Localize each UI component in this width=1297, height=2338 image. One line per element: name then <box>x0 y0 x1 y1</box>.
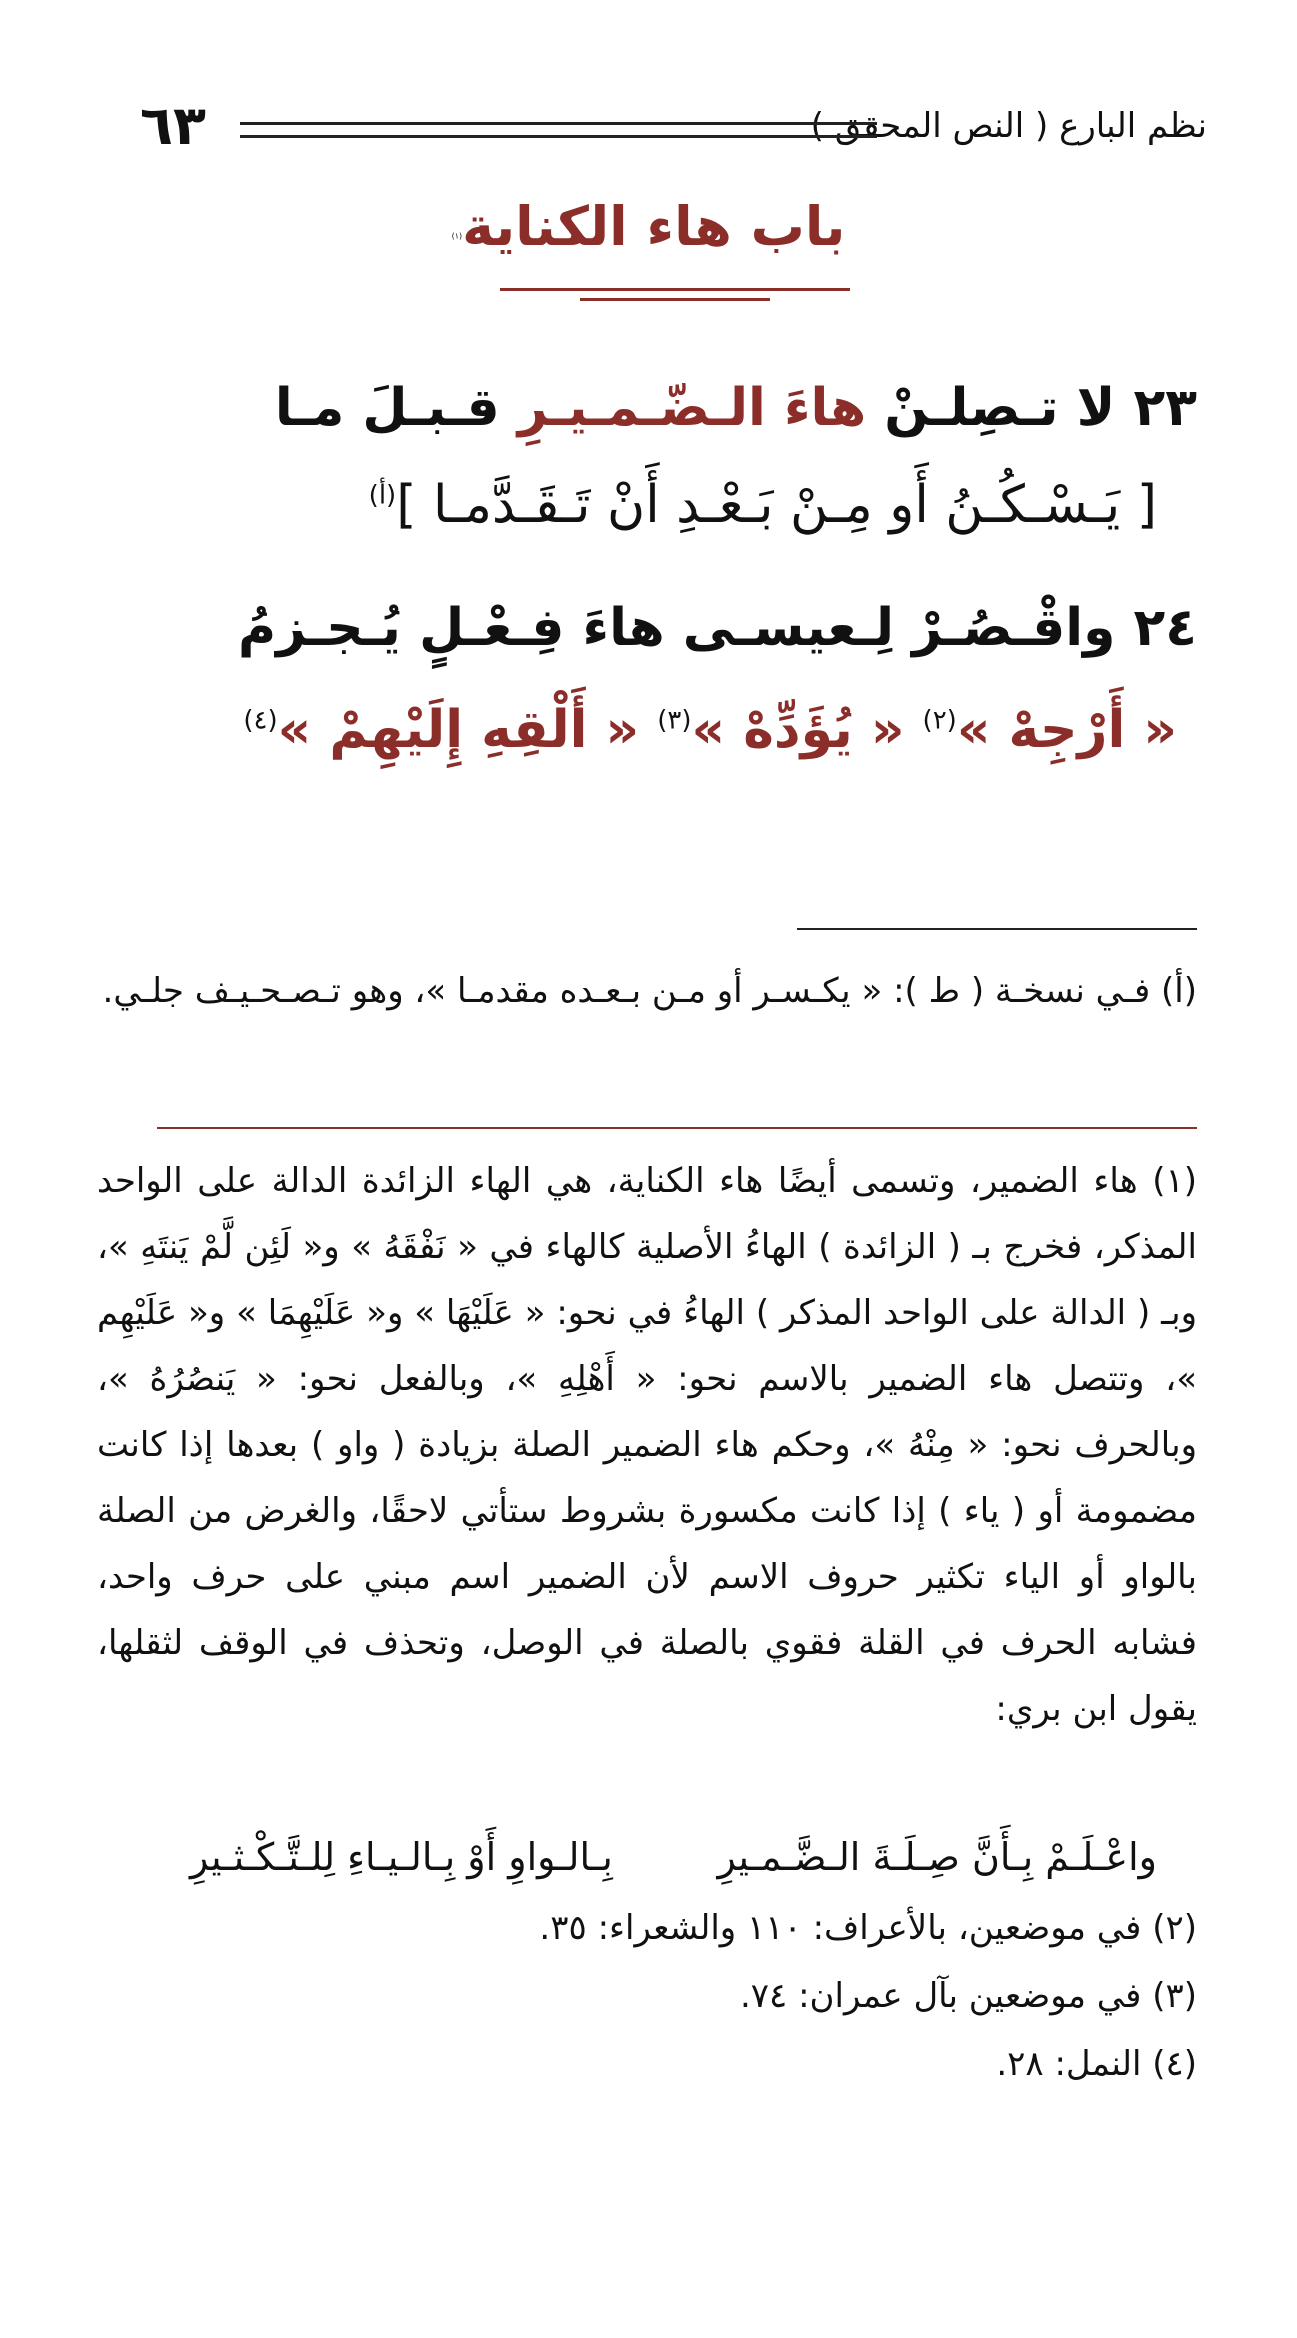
header-double-rule <box>240 122 877 138</box>
verse-text: واقْـصُـرْ لِـعيسـى هاءَ فِـعْـلٍ يُـجـزمُ <box>237 598 1116 658</box>
footnote-marker: (٣) <box>657 705 692 736</box>
poem-hemistich-left: بِـالـواوِ أَوْ بِـالـيـاءِ لِلـتَّـكْـثـيرِ <box>190 1835 613 1879</box>
page-number: ٦٣ <box>140 94 206 157</box>
verse-number: ٢٣ <box>1133 378 1197 438</box>
quran-word: « أَرْجِهْ » <box>956 700 1177 760</box>
footnote-marker: (٢) <box>922 705 957 736</box>
footnote-2: (٢) في موضعين، بالأعراف: ١١٠ والشعراء: ٣٥. <box>539 1908 1197 1948</box>
running-title: نظم البارع ( النص المحقق ) <box>810 106 1207 146</box>
footnote-a: (أ) فـي نسخـة ( ط ): « يكـسـر أو مـن بـعـده مقدمـا »، وهو تـصـحـيـف جلـي. <box>102 971 1197 1011</box>
footnote-1: (١) هاء الضمير، وتسمى أيضًا هاء الكناية، هي الهاء الزائدة الدالة على الواحد المذكر، فخرج بـ ( الزائدة ) الهاءُ الأصلية كالهاء في « نَفْقَهُ » و« لَئِن لَّمْ يَنتَهِ »، وبـ ( الدالة على الواحد المذكر ) الهاءُ في نحو: « عَلَيْهَا » و« عَلَيْهِمَا » و« عَلَيْهِم »، وتتصل هاء الضمير بالاسم نحو: « أَهْلِهِ »، وبالفعل نحو: « يَنصُرُهُ »، وبالحرف نحو: « مِنْهُ »، وحكم هاء الضمير الصلة بزيادة ( واو ) بعدها إذا كانت مضمومة أو ( ياء ) إذا كانت مكسورة بشروط ستأتي لاحقًا، والغرض من الصلة بالواو أو الياء تكثير حروف الاسم لأن الضمير اسم مبني على حرف واحد، فشابه الحرف في القلة فقوي بالصلة في الوصل، وتحذف في الوقف لثقلها، يقول ابن بري: <box>97 1161 1197 1729</box>
quran-word: « يُؤَدِّهْ » <box>691 700 905 760</box>
verse-highlight: هاءَ الـضّـمـيـرِ <box>517 378 867 438</box>
poem-hemistich-right: واعْـلَـمْ بِـأَنَّ صِـلَـةَ الـضَّـمـيرِ <box>717 1835 1157 1879</box>
poem-line <box>190 1835 1157 1905</box>
verse-text: قـبـلَ مـا <box>274 378 518 438</box>
footnote-marker: (أ) <box>368 480 397 511</box>
verse-24-line-2 <box>243 700 1177 760</box>
page-header <box>140 94 1207 170</box>
title-underline-short <box>580 298 770 301</box>
footnote-separator <box>157 1127 1197 1129</box>
chapter-title: باب هاء الكناية <box>462 195 846 258</box>
verse-24-line-1 <box>238 598 1197 658</box>
footnote-3: (٣) في موضعين بآل عمران: ٧٤. <box>739 1976 1197 2016</box>
verse-number: ٢٤ <box>1133 598 1197 658</box>
footnote-marker: (٤) <box>243 705 278 736</box>
footnote-4: (٤) النمل: ٢٨. <box>996 2044 1197 2084</box>
footnote-divider <box>797 928 1197 930</box>
quran-word: « أَلْقِهِ إِلَيْهِمْ » <box>277 700 640 760</box>
title-underline <box>500 288 850 291</box>
verse-text: لا تـصِلـنْ <box>866 378 1116 438</box>
verse-23-line-2 <box>369 475 1157 535</box>
chapter-heading <box>0 195 1297 258</box>
footnote-marker: (١) <box>451 231 463 241</box>
verse-text: [ يَـسْـكُـنُ أَو مِـنْ بَـعْـدِ أَنْ تَـقَـدَّمـا ] <box>396 475 1157 535</box>
verse-23-line-1 <box>275 378 1197 438</box>
